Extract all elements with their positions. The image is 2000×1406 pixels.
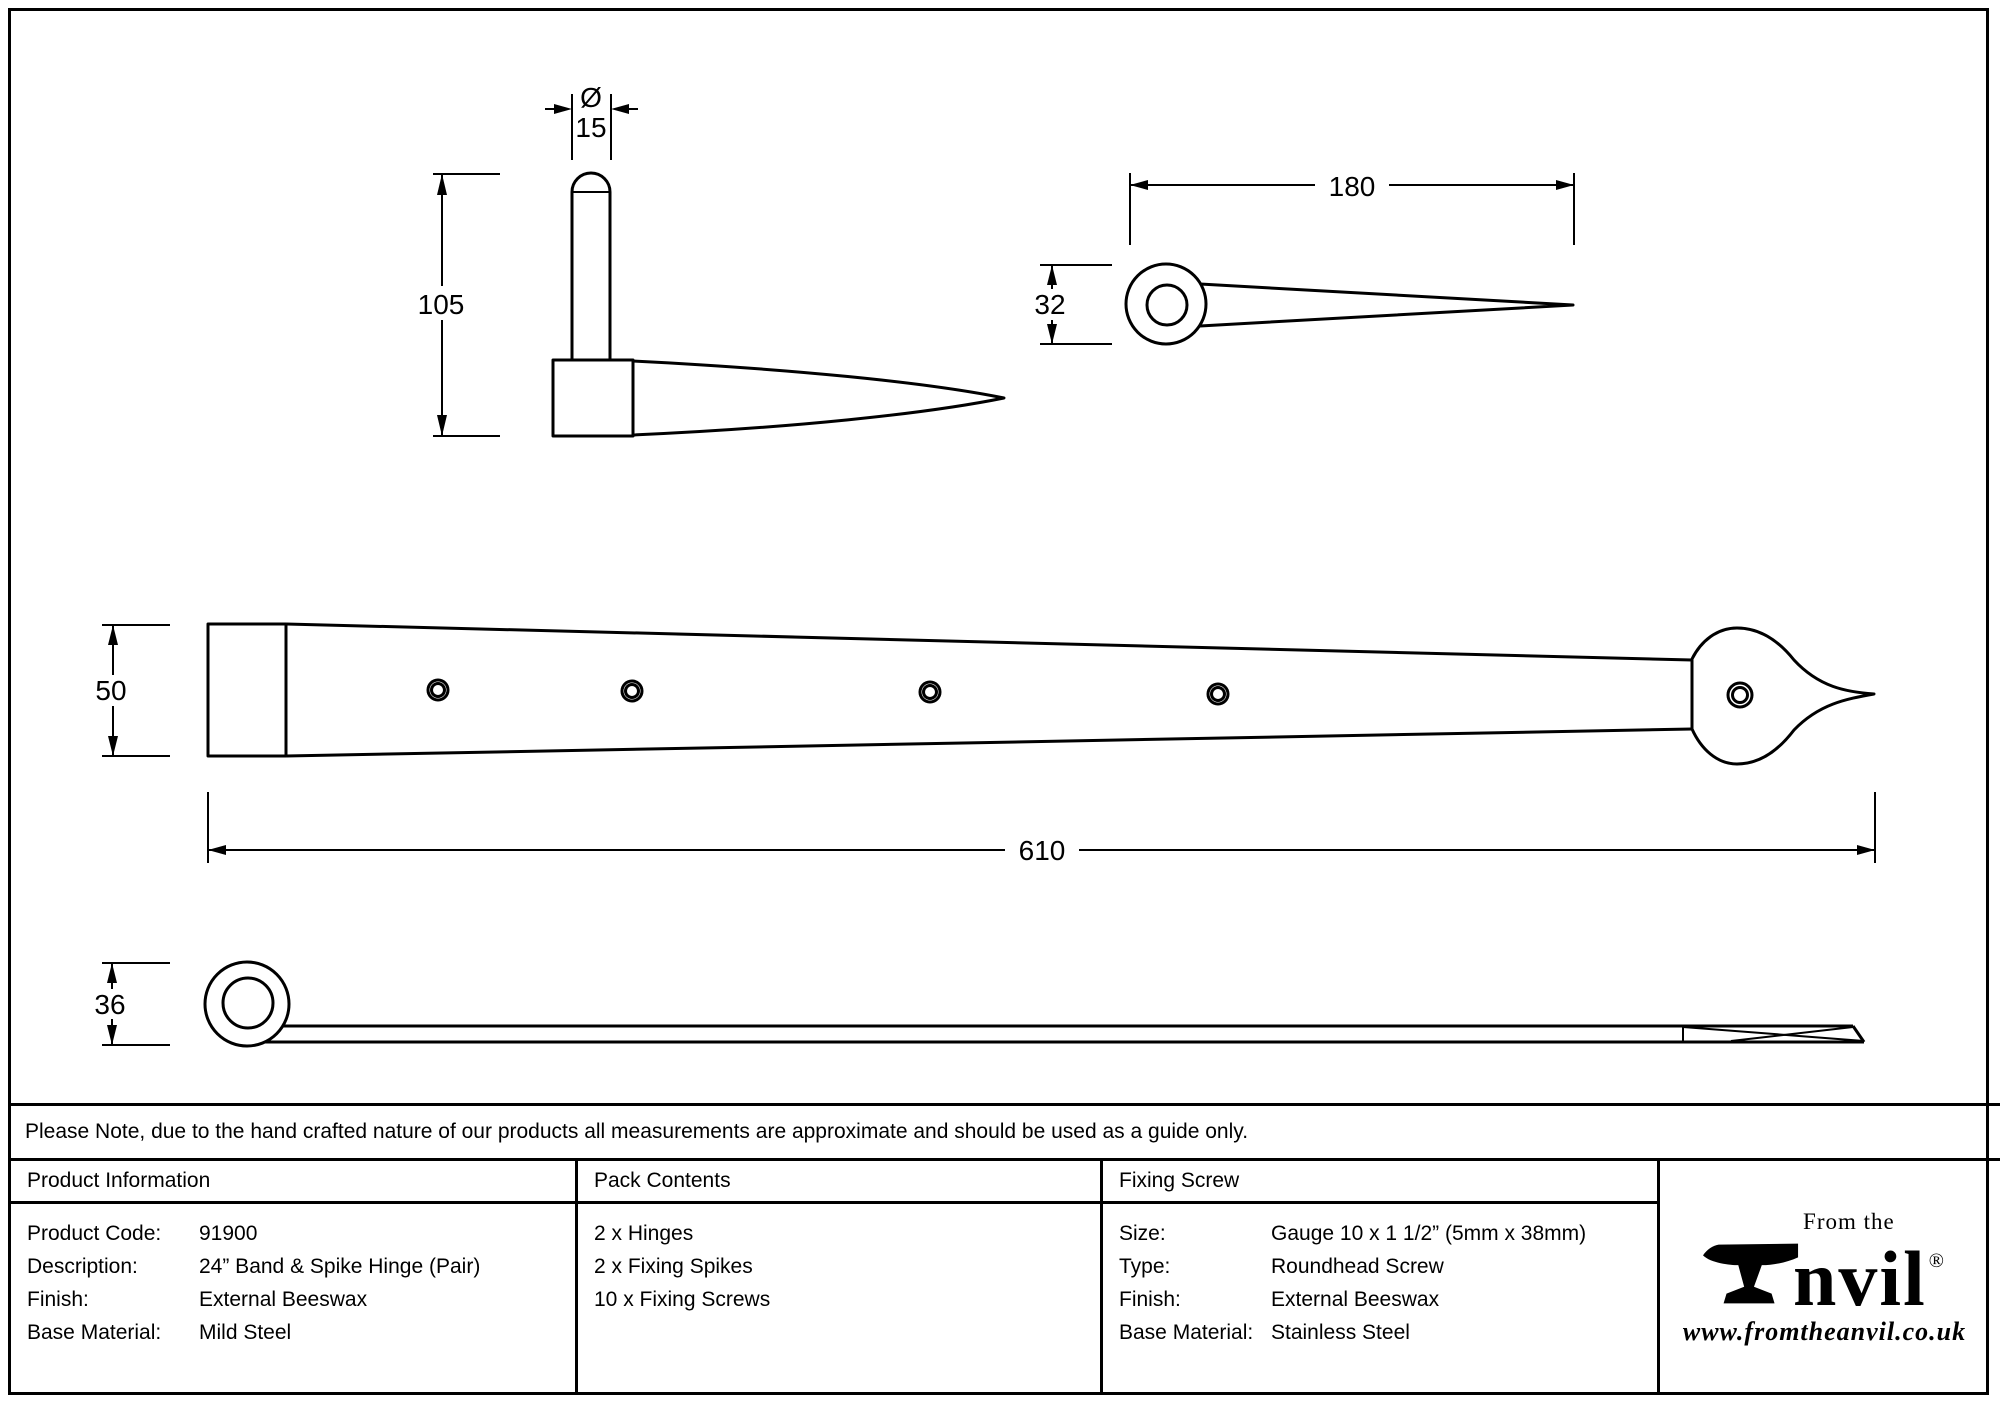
- dim-label-105: 105: [417, 289, 465, 320]
- fixing-screw-column: [1100, 1161, 1657, 1395]
- screw-type-value: Roundhead Screw: [1271, 1254, 1444, 1278]
- table-row: [1119, 1283, 1657, 1316]
- dim-label-36: 36: [94, 989, 126, 1020]
- table-row: [1119, 1250, 1657, 1283]
- base-material-value: Mild Steel: [199, 1320, 292, 1344]
- screw-size-label: Size:: [1119, 1221, 1166, 1245]
- band-side-view-drawing: [205, 962, 1864, 1046]
- measurement-note-row: [11, 1103, 2000, 1161]
- screw-size-value: Gauge 10 x 1 1/2” (5mm x 38mm): [1271, 1221, 1587, 1245]
- table-row: [27, 1283, 575, 1316]
- product-information-column: [11, 1161, 575, 1395]
- table-row: [27, 1217, 575, 1250]
- from-the-anvil-logo: [1660, 1161, 1989, 1395]
- product-information-header: Product Information: [11, 1161, 575, 1204]
- description-value: 24” Band & Spike Hinge (Pair): [199, 1254, 481, 1278]
- screw-holes: [428, 680, 1752, 707]
- spike-top-view-drawing: [1126, 264, 1573, 344]
- table-row: [1119, 1217, 1657, 1250]
- dim-label-32: 32: [1034, 289, 1066, 320]
- spike-front-view-drawing: [553, 173, 1004, 436]
- dim-label-180: 180: [1328, 171, 1376, 202]
- dim-label-50: 50: [95, 675, 127, 706]
- screw-base-material-label: Base Material:: [1119, 1320, 1254, 1344]
- logo-from-the-text: From the: [1803, 1209, 1895, 1234]
- dim-spike-length: [1130, 169, 1574, 245]
- measurement-note-text: Please Note, due to the hand crafted nature of our products all measurements are approximate and should be used as a guide only.: [25, 1120, 1249, 1143]
- band-top-view-drawing: [208, 624, 1874, 764]
- registered-trademark-mark: ®: [1928, 1250, 1946, 1272]
- finish-label: Finish:: [27, 1287, 89, 1311]
- list-item: 2 x Fixing Spikes: [594, 1254, 753, 1278]
- product-code-label: Product Code:: [27, 1221, 162, 1245]
- screw-finish-label: Finish:: [1119, 1287, 1181, 1311]
- logo-brand-text: nvil: [1793, 1235, 1927, 1322]
- dim-band-length: [208, 792, 1875, 866]
- dim-label-610: 610: [1018, 835, 1066, 866]
- table-row: [27, 1250, 575, 1283]
- spec-table: [11, 1161, 1989, 1395]
- fixing-screw-header: Fixing Screw: [1103, 1161, 1657, 1204]
- dim-label-15: 15: [575, 112, 607, 143]
- logo-website-url: www.fromtheanvil.co.uk: [1682, 1317, 1967, 1346]
- dim-spike-height: [410, 174, 500, 436]
- dim-knuckle-height: [89, 963, 170, 1045]
- dim-label-diameter-symbol: Ø: [580, 82, 602, 113]
- dim-spike-plate-width: [1028, 265, 1112, 344]
- base-material-label: Base Material:: [27, 1320, 162, 1344]
- list-item: 10 x Fixing Screws: [594, 1287, 771, 1311]
- product-code-value: 91900: [199, 1221, 258, 1245]
- dim-band-width: [90, 625, 170, 756]
- brand-logo-column: [1657, 1161, 1989, 1395]
- description-label: Description:: [27, 1254, 138, 1278]
- screw-base-material-value: Stainless Steel: [1271, 1320, 1410, 1344]
- finish-value: External Beeswax: [199, 1287, 368, 1311]
- pack-contents-header: Pack Contents: [578, 1161, 1100, 1204]
- table-row: [27, 1316, 575, 1349]
- table-row: [1119, 1316, 1657, 1349]
- dim-pin-diameter: [545, 82, 638, 160]
- list-item: 2 x Hinges: [594, 1221, 694, 1245]
- anvil-icon: [1703, 1241, 1801, 1307]
- pack-contents-column: [575, 1161, 1100, 1395]
- screw-type-label: Type:: [1119, 1254, 1171, 1278]
- screw-finish-value: External Beeswax: [1271, 1287, 1440, 1311]
